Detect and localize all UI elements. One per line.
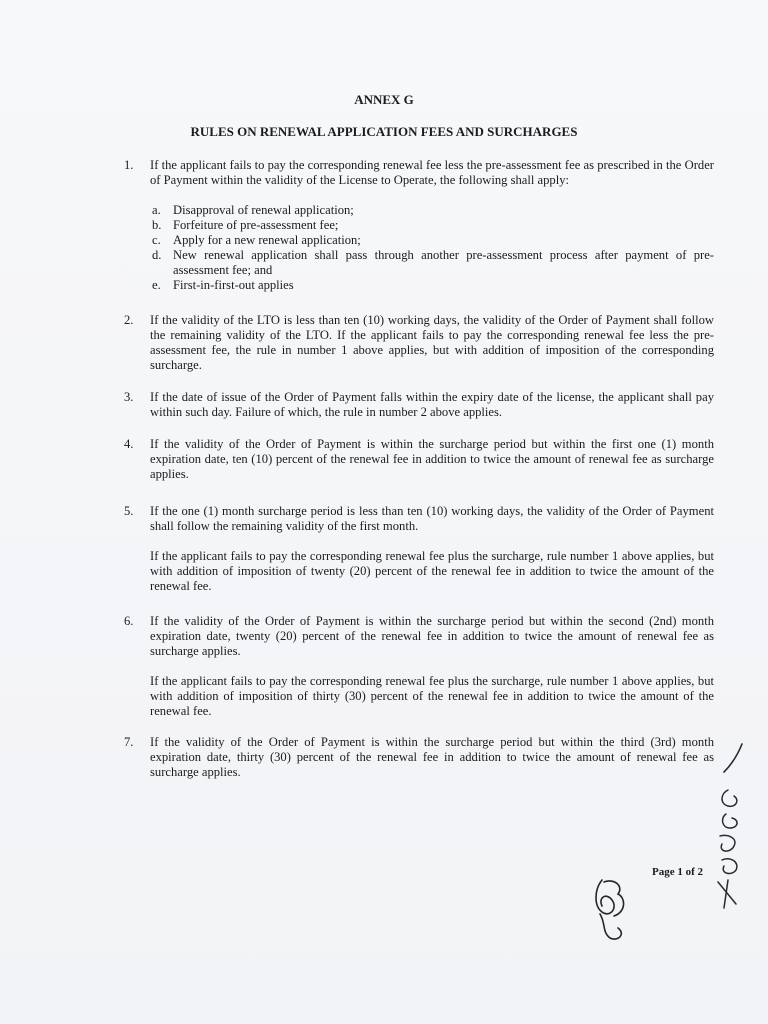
rule-text: If the one (1) month surcharge period is less than ten (10) working days, the validity of the Order of Payment shall follow the remaining validity of the first month. [150,504,714,533]
rule-text: If the validity of the Order of Payment is within the surcharge period but within the second (2nd) month expiration date, twenty (20) percent of the renewal fee in addition to twice the amount of renewal fee as surcharge applies. [150,614,714,658]
subitem-letter: a. [152,203,161,217]
rule-number: 7. [124,735,134,749]
rule-item-4 [124,437,714,482]
rule-1-subitems [150,203,714,293]
rule-text: If the validity of the Order of Payment is within the surcharge period but within the third (3rd) month expiration date, thirty (30) percent of the renewal fee in addition to twice the amount of renewal fee as surcharge applies. [150,735,714,779]
subitem-letter: e. [152,278,161,292]
rule-number: 3. [124,390,134,404]
rules-list [124,158,714,797]
subitem-letter: b. [152,218,162,232]
subitem-b [150,218,714,233]
page-number: Page 1 of 2 [652,866,704,878]
rule-number: 5. [124,504,134,518]
rule-number: 2. [124,313,134,327]
rule-item-6 [124,614,714,719]
rule-item-2 [124,313,714,373]
handwritten-initials-right [698,742,758,912]
subitem-text: Disapproval of renewal application; [173,203,354,217]
rule-number: 4. [124,437,134,451]
document-title: RULES ON RENEWAL APPLICATION FEES AND SURCHARGES [190,124,578,139]
subitem-text: Apply for a new renewal application; [173,233,361,247]
rule-item-1 [124,158,714,293]
rule-item-5 [124,504,714,594]
rule-text: If the validity of the LTO is less than ten (10) working days, the validity of the Order of Payment shall follow the remaining validity of the LTO. If the applicant fails to pay the corresponding renewal fee less the pre-assessment fee, the rule in number 1 above applies, but with addition of imposition of the corresponding surcharge. [150,313,714,372]
rule-number: 6. [124,614,134,628]
rule-item-7 [124,735,714,780]
subitem-text: New renewal application shall pass through another pre-assessment process after payment of pre-assessment fee; and [173,248,714,277]
subitem-text: Forfeiture of pre-assessment fee; [173,218,339,232]
subitem-letter: c. [152,233,161,247]
rule-text: If the validity of the Order of Payment is within the surcharge period but within the first one (1) month expiration date, ten (10) percent of the renewal fee in addition to twice the amount of renewal fee as surcharge applies. [150,437,714,481]
subitem-d [150,248,714,278]
rule-text: If the date of issue of the Order of Payment falls within the expiry date of the license, the applicant shall pay within such day. Failure of which, the rule in number 2 above applies. [150,390,714,419]
rule-number: 1. [124,158,134,172]
handwritten-initials-bottom [588,872,640,944]
subitem-c [150,233,714,248]
rule-text: If the applicant fails to pay the corresponding renewal fee less the pre-assessment fee as prescribed in the Order of Payment within the validity of the License to Operate, the following shall apply: [150,158,714,187]
subitem-letter: d. [152,248,162,262]
annex-heading: ANNEX G [354,92,414,107]
rule-text-continued: If the applicant fails to pay the corresponding renewal fee plus the surcharge, rule number 1 above applies, but with addition of imposition of twenty (20) percent of the renewal fee in addition to twice the amount of the renewal fee. [150,549,714,593]
subitem-a [150,203,714,218]
rule-item-3 [124,390,714,420]
rule-text-continued: If the applicant fails to pay the corresponding renewal fee plus the surcharge, rule number 1 above applies, but with addition of imposition of thirty (30) percent of the renewal fee in addition to twice the amount of the renewal fee. [150,674,714,718]
subitem-text: First-in-first-out applies [173,278,294,292]
subitem-e [150,278,714,293]
